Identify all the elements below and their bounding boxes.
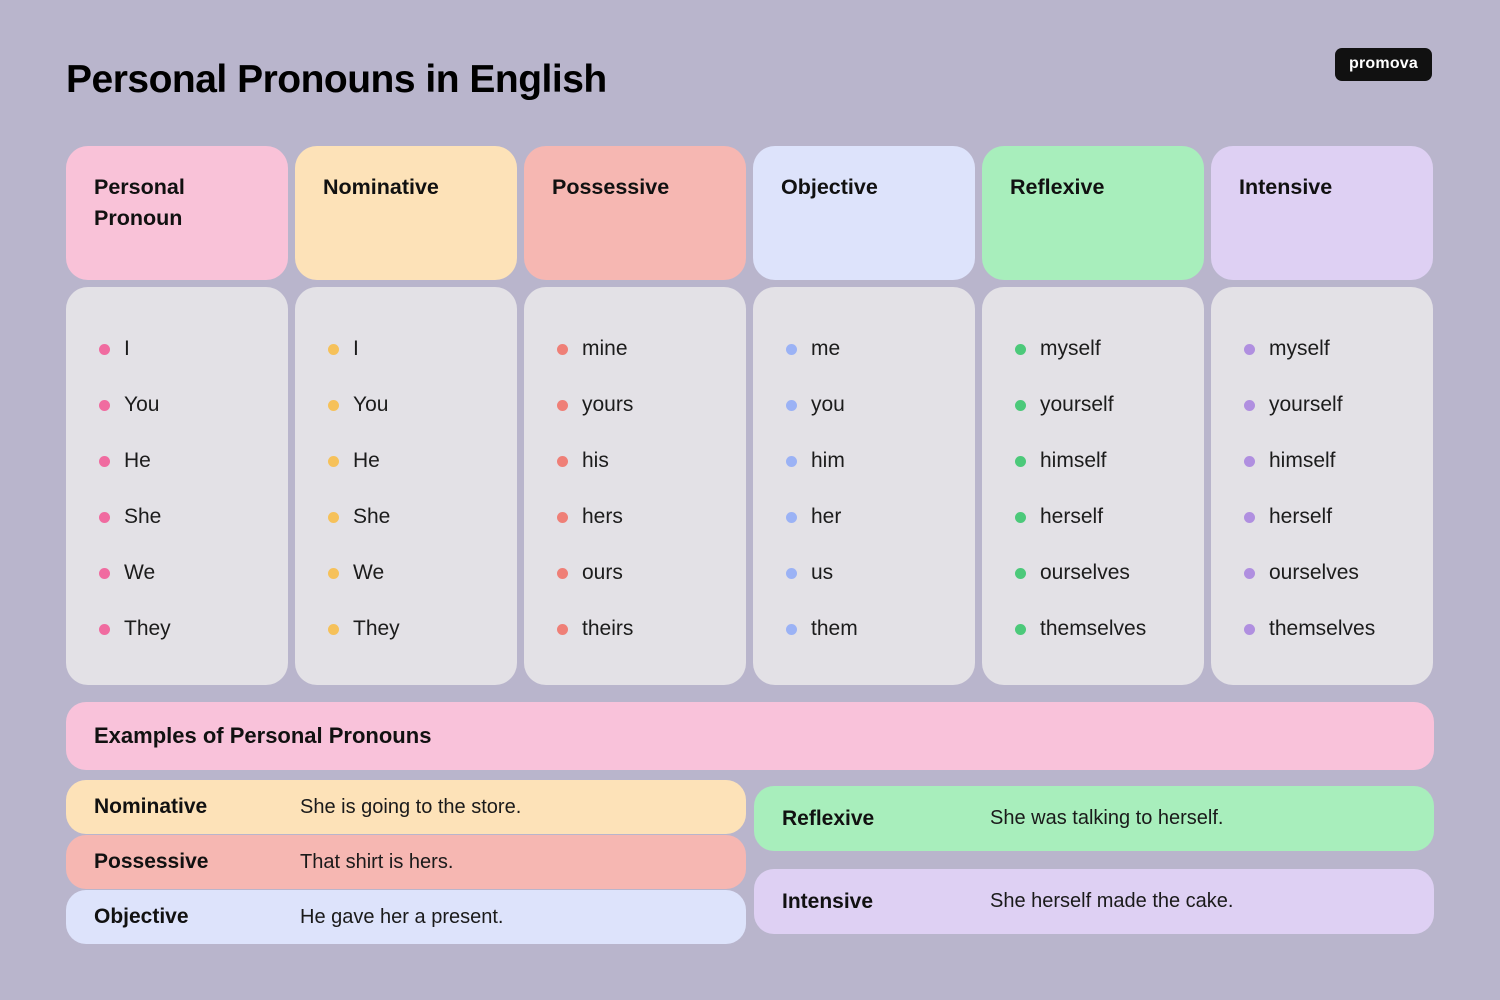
list-item [295,433,517,489]
list-item [524,545,746,601]
bullet-dot-icon [328,512,339,523]
bullet-dot-icon [557,456,568,467]
bullet-dot-icon [557,400,568,411]
example-row [754,869,1434,934]
list-item-label: You [124,393,160,416]
list-item-label: themselves [1269,617,1376,640]
column-header: Reflexive [982,146,1204,280]
list-item-label: herself [1269,505,1333,528]
list-item [1211,545,1433,601]
example-label: Possessive [94,850,209,873]
list-item-label: She [124,505,162,528]
list-item [66,545,288,601]
list-item [66,377,288,433]
list-item [982,489,1204,545]
column-body [1211,287,1433,685]
bullet-dot-icon [328,456,339,467]
bullet-dot-icon [99,400,110,411]
bullet-dot-icon [786,624,797,635]
list-item-label: herself [1040,505,1104,528]
list-item [1211,601,1433,657]
list-item-label: yourself [1040,393,1114,416]
column-body [66,287,288,685]
bullet-dot-icon [99,456,110,467]
list-item [753,489,975,545]
list-item-label: mine [582,337,628,360]
example-row [754,786,1434,851]
column-header: Personal Pronoun [66,146,288,280]
list-item-label: himself [1040,449,1107,472]
column-header: Possessive [524,146,746,280]
column-header: Nominative [295,146,517,280]
bullet-dot-icon [557,512,568,523]
column-header: Intensive [1211,146,1433,280]
list-item [1211,321,1433,377]
list-item-label: ourselves [1269,561,1359,584]
list-item [524,601,746,657]
example-row [66,780,746,834]
bullet-dot-icon [1015,624,1026,635]
example-label: Reflexive [782,806,875,830]
pronoun-column [982,146,1204,685]
bullet-dot-icon [328,344,339,355]
bullet-dot-icon [786,344,797,355]
list-item [753,377,975,433]
bullet-dot-icon [786,456,797,467]
bullet-dot-icon [1015,456,1026,467]
example-label: Intensive [782,889,874,913]
list-item-label: We [124,561,156,584]
pronoun-column [1211,146,1433,685]
pronoun-column [753,146,975,685]
bullet-dot-icon [99,344,110,355]
bullet-dot-icon [1244,624,1255,635]
bullet-dot-icon [1244,568,1255,579]
list-item-label: ourselves [1040,561,1130,584]
bullet-dot-icon [557,344,568,355]
example-text: That shirt is hers. [300,850,454,873]
list-item [524,377,746,433]
list-item [524,433,746,489]
list-item-label: me [811,337,841,360]
list-item-label: You [353,393,389,416]
list-item-label: himself [1269,449,1336,472]
list-item [753,601,975,657]
list-item [66,601,288,657]
list-item [982,433,1204,489]
bullet-dot-icon [328,568,339,579]
list-item [753,545,975,601]
list-item-label: I [124,337,130,360]
example-text: She herself made the cake. [990,890,1234,912]
example-text: He gave her a present. [300,905,504,928]
column-header: Objective [753,146,975,280]
bullet-dot-icon [1244,344,1255,355]
bullet-dot-icon [1015,400,1026,411]
list-item [982,377,1204,433]
promova-logo: promova [1335,48,1432,81]
column-body [524,287,746,685]
list-item [295,601,517,657]
bullet-dot-icon [1244,456,1255,467]
list-item-label: She [353,505,391,528]
list-item-label: her [811,505,842,528]
list-item-label: his [582,449,609,472]
list-item [1211,377,1433,433]
list-item-label: themselves [1040,617,1147,640]
list-item [66,489,288,545]
list-item-label: him [811,449,845,472]
list-item [295,321,517,377]
bullet-dot-icon [1015,512,1026,523]
column-body [753,287,975,685]
list-item-label: yours [582,393,634,416]
bullet-dot-icon [1015,568,1026,579]
list-item [524,489,746,545]
list-item-label: He [353,449,380,472]
list-item-label: them [811,617,858,640]
bullet-dot-icon [786,512,797,523]
list-item-label: He [124,449,151,472]
list-item-label: ours [582,561,623,584]
example-label: Objective [94,905,189,928]
bullet-dot-icon [328,400,339,411]
list-item-label: theirs [582,617,634,640]
bullet-dot-icon [99,624,110,635]
pronoun-table [66,146,1434,685]
example-row [66,835,746,889]
bullet-dot-icon [786,400,797,411]
list-item [753,433,975,489]
list-item-label: hers [582,505,623,528]
list-item [66,433,288,489]
pronoun-column [295,146,517,685]
example-label: Nominative [94,795,208,818]
list-item-label: They [353,617,400,640]
list-item-label: We [353,561,385,584]
column-body [982,287,1204,685]
pronoun-column [66,146,288,685]
list-item [982,545,1204,601]
list-item-label: yourself [1269,393,1343,416]
list-item [524,321,746,377]
page-title: Personal Pronouns in English [66,58,607,101]
list-item [982,601,1204,657]
list-item [982,321,1204,377]
list-item-label: They [124,617,171,640]
pronoun-column [524,146,746,685]
bullet-dot-icon [1244,400,1255,411]
bullet-dot-icon [99,568,110,579]
list-item-label: you [811,393,845,416]
list-item-label: myself [1269,337,1330,360]
list-item-label: I [353,337,359,360]
bullet-dot-icon [1244,512,1255,523]
examples-section-title: Examples of Personal Pronouns [66,702,1434,770]
list-item-label: us [811,561,834,584]
bullet-dot-icon [1015,344,1026,355]
example-text: She is going to the store. [300,795,522,818]
bullet-dot-icon [786,568,797,579]
bullet-dot-icon [557,624,568,635]
list-item [295,489,517,545]
list-item [66,321,288,377]
example-row [66,890,746,944]
example-text: She was talking to herself. [990,807,1224,829]
column-body [295,287,517,685]
bullet-dot-icon [328,624,339,635]
list-item [753,321,975,377]
list-item-label: myself [1040,337,1101,360]
bullet-dot-icon [557,568,568,579]
list-item [295,377,517,433]
bullet-dot-icon [99,512,110,523]
list-item [295,545,517,601]
list-item [1211,489,1433,545]
list-item [1211,433,1433,489]
